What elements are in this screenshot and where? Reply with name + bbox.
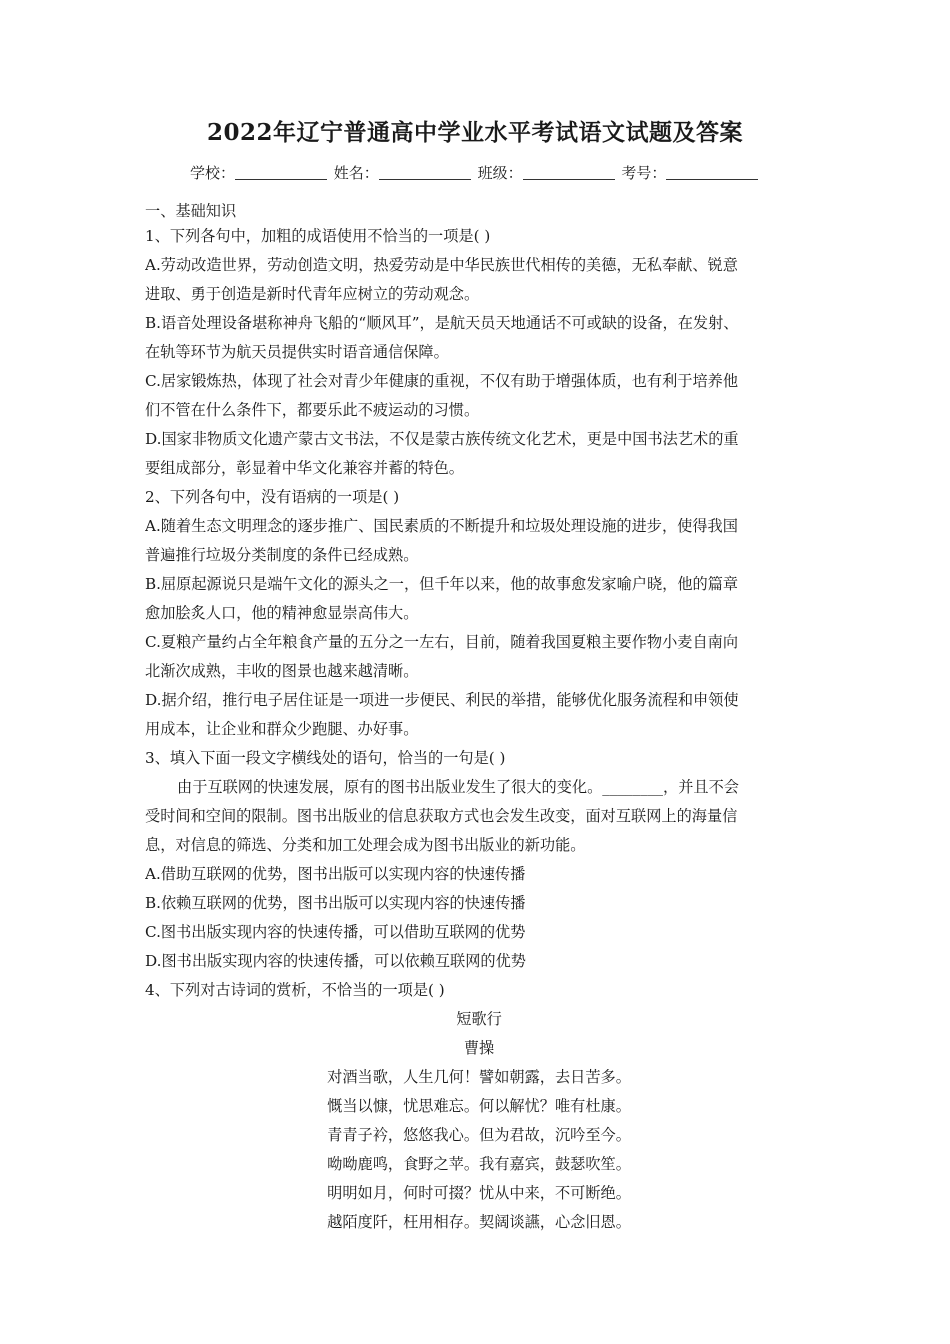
q3-option-a: A.借助互联网的优势，图书出版可以实现内容的快速传播: [145, 865, 526, 883]
q2-option-a-cont: 普遍推行垃圾分类制度的条件已经成熟。: [145, 546, 419, 564]
q3-passage-line-1: 由于互联网的快速发展，原有的图书出版业发生了很大的变化。________，并且不会: [177, 778, 739, 796]
poem-title: 短歌行: [456, 1010, 502, 1028]
q1-option-a-cont: 进取、勇于创造是新时代青年应树立的劳动观念。: [145, 285, 480, 303]
q1-option-c-cont: 们不管在什么条件下，都要乐此不疲运动的习惯。: [145, 401, 480, 419]
q1-option-d-cont: 要组成部分，彰显着中华文化兼容并蓄的特色。: [145, 459, 464, 477]
q2-option-b-cont: 愈加脍炙人口，他的精神愈显崇高伟大。: [145, 604, 419, 622]
q3-option-d: D.图书出版实现内容的快速传播，可以依赖互联网的优势: [145, 952, 526, 970]
class-blank[interactable]: [523, 165, 615, 180]
number-blank[interactable]: [666, 165, 758, 180]
question-4-stem: 4、下列对古诗词的赏析，不恰当的一项是( ): [145, 981, 445, 999]
q3-option-c: C.图书出版实现内容的快速传播，可以借助互联网的优势: [145, 923, 526, 941]
section-heading: 一、基础知识: [145, 202, 237, 220]
school-label: 学校：: [190, 164, 236, 182]
class-label: 班级：: [477, 164, 523, 182]
exam-content: [145, 200, 813, 1237]
q2-option-c-cont: 北渐次成熟，丰收的图景也越来越清晰。: [145, 662, 419, 680]
question-1-stem: 1、下列各句中，加粗的成语使用不恰当的一项是( ): [145, 227, 491, 245]
q2-option-b: B.屈原起源说只是端午文化的源头之一，但千年以来，他的故事愈发家喻户晓，他的篇章: [145, 575, 739, 593]
number-label: 考号：: [621, 164, 667, 182]
q1-option-d: D.国家非物质文化遗产蒙古文书法，不仅是蒙古族传统文化艺术，更是中国书法艺术的重: [145, 430, 739, 448]
student-info-line: [190, 162, 760, 183]
q3-passage-line-2: 受时间和空间的限制。图书出版业的信息获取方式也会发生改变，面对互联网上的海量信: [145, 807, 738, 825]
question-2-stem: 2、下列各句中，没有语病的一项是( ): [145, 488, 400, 506]
q2-option-d-cont: 用成本，让企业和群众少跑腿、办好事。: [145, 720, 419, 738]
poem-author: 曹操: [463, 1039, 495, 1057]
poem-line: 青青子衿，悠悠我心。但为君故，沉吟至今。: [327, 1126, 631, 1144]
school-blank[interactable]: [235, 165, 327, 180]
q2-option-d: D.据介绍，推行电子居住证是一项进一步便民、利民的举措，能够优化服务流程和申领使: [145, 691, 739, 709]
poem-line: 越陌度阡，枉用相存。契阔谈讌，心念旧恩。: [327, 1213, 631, 1231]
q1-option-a: A.劳动改造世界，劳动创造文明，热爱劳动是中华民族世代相传的美德，无私奉献、锐意: [145, 256, 738, 274]
question-3-stem: 3、填入下面一段文字横线处的语句，恰当的一句是( ): [145, 749, 506, 767]
q3-option-b: B.依赖互联网的优势，图书出版可以实现内容的快速传播: [145, 894, 526, 912]
poem-line: 慨当以慷，忧思难忘。何以解忧？唯有杜康。: [327, 1097, 631, 1115]
poem-line: 呦呦鹿鸣，食野之苹。我有嘉宾，鼓瑟吹笙。: [327, 1155, 631, 1173]
poem-line: 明明如月，何时可掇？忧从中来，不可断绝。: [327, 1184, 631, 1202]
q1-option-b: B.语音处理设备堪称神舟飞船的“顺风耳”，是航天员天地通话不可或缺的设备，在发射、: [145, 314, 739, 332]
document-title: 2022年辽宁普通高中学业水平考试语文试题及答案: [206, 119, 743, 146]
q2-option-c: C.夏粮产量约占全年粮食产量的五分之一左右，目前，随着我国夏粮主要作物小麦自南向: [145, 633, 739, 651]
q1-option-b-cont: 在轨等环节为航天员提供实时语音通信保障。: [145, 343, 449, 361]
q2-option-a: A.随着生态文明理念的逐步推广、国民素质的不断提升和垃圾处理设施的进步，使得我国: [145, 517, 738, 535]
q3-passage-line-3: 息，对信息的筛选、分类和加工处理会成为图书出版业的新功能。: [145, 836, 586, 854]
name-label: 姓名：: [333, 164, 379, 182]
q1-option-c: C.居家锻炼热，体现了社会对青少年健康的重视，不仅有助于增强体质，也有利于培养他: [145, 372, 739, 390]
name-blank[interactable]: [379, 165, 471, 180]
poem-line: 对酒当歌，人生几何！譬如朝露，去日苦多。: [327, 1068, 631, 1086]
